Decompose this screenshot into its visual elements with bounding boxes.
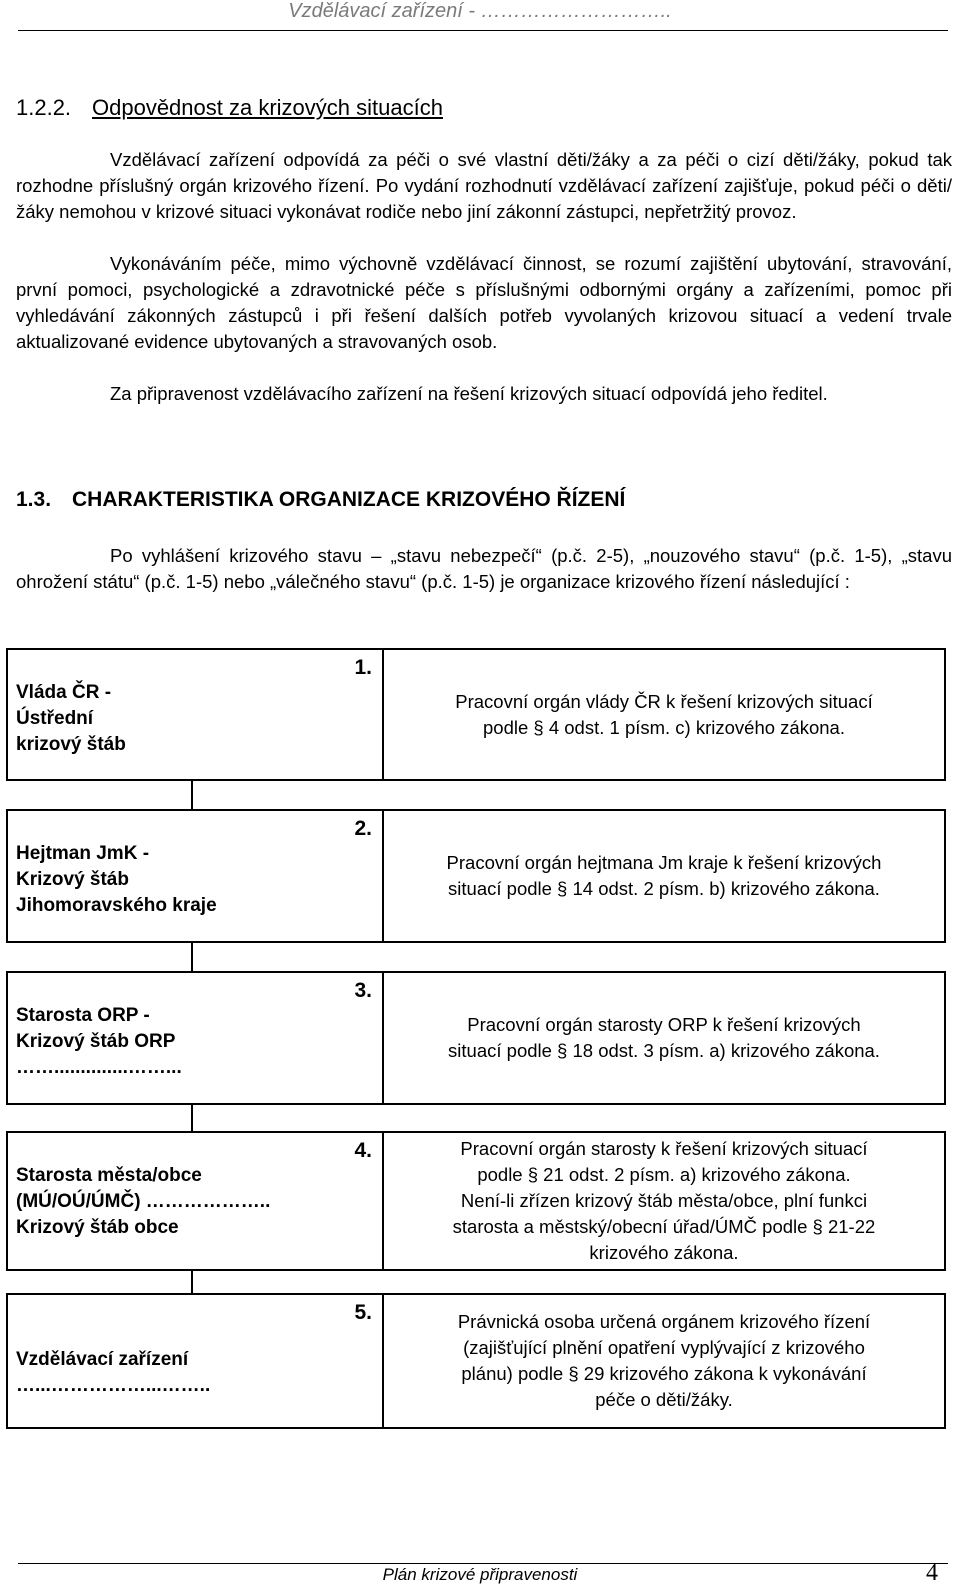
- label-line: Krizový štáb ORP: [16, 1031, 176, 1052]
- desc-line: Pracovní orgán starosty k řešení krizových situací: [460, 1138, 868, 1159]
- section-title: CHARAKTERISTIKA ORGANIZACE KRIZOVÉHO ŘÍZENÍ: [72, 488, 626, 511]
- crisis-level-box: [6, 971, 946, 1105]
- level-authority-label: [16, 680, 126, 758]
- label-line: Jihomoravského kraje: [16, 895, 217, 916]
- level-authority-label: [16, 1347, 210, 1399]
- level-authority-cell: [8, 973, 384, 1103]
- level-authority-cell: [8, 811, 384, 941]
- level-number: 3.: [354, 979, 372, 1002]
- level-description: [384, 1133, 944, 1269]
- section-heading-1-3: [16, 486, 625, 514]
- hierarchy-connector: [191, 781, 193, 811]
- level-authority-cell: [8, 1295, 384, 1427]
- label-line: Krizový štáb: [16, 869, 129, 890]
- label-line: Starosta města/obce: [16, 1165, 202, 1186]
- desc-line: Pracovní orgán starosty ORP k řešení krizových: [467, 1014, 861, 1035]
- level-description: [384, 811, 944, 941]
- label-line: Hejtman JmK -: [16, 843, 150, 864]
- page-header: Vzdělávací zařízení - ………………………..: [288, 0, 672, 22]
- paragraph-director-responsibility: Za připravenost vzdělávacího zařízení na řešení krizových situací odpovídá jeho ředitel.: [110, 383, 828, 404]
- desc-line: Právnická osoba určená orgánem krizového řízení: [457, 1311, 871, 1332]
- level-number: 1.: [354, 656, 372, 679]
- hierarchy-connector: [191, 943, 193, 973]
- footer-divider: [18, 1563, 948, 1564]
- level-authority-label: [16, 1163, 270, 1241]
- desc-line: plánu) podle § 29 krizového zákona k vykonávání: [461, 1363, 867, 1384]
- paragraph-care-responsibility: Vzdělávací zařízení odpovídá za péči o své vlastní děti/žáky a za péči o cizí děti/žáky, pokud tak rozhodne příslušný orgán krizového řízení. Po vydání rozhodnutí vzdělávací zařízení zajišťuje, pokud péči o děti/žáky nemohou v krizové situaci vykonávat rodiče nebo jiní zákonní zástupci, nepřetržitý provoz.: [16, 149, 952, 222]
- label-line: …...……………...……..: [16, 1375, 211, 1396]
- desc-line: podle § 21 odst. 2 písm. a) krizového zákona.: [477, 1164, 851, 1185]
- desc-line: (zajišťující plnění opatření vyplývající z krizového: [463, 1337, 865, 1358]
- level-authority-cell: [8, 650, 384, 779]
- desc-line: Pracovní orgán vlády ČR k řešení krizových situací: [455, 690, 873, 712]
- crisis-level-box: [6, 809, 946, 943]
- label-line: Ústřední: [16, 708, 94, 729]
- level-authority-label: [16, 841, 217, 919]
- crisis-level-box: [6, 1293, 946, 1429]
- hierarchy-connector: [191, 1271, 193, 1295]
- level-description: [384, 650, 944, 779]
- level-description: [384, 973, 944, 1103]
- level-authority-cell: [8, 1133, 384, 1269]
- section-heading-1-2-2: [16, 94, 443, 122]
- level-description: [384, 1295, 944, 1427]
- desc-line: péče o děti/žáky.: [595, 1389, 733, 1410]
- label-line: Vzdělávací zařízení: [16, 1349, 189, 1370]
- label-line: Vláda ČR -: [16, 682, 112, 703]
- label-line: (MÚ/OÚ/ÚMČ) ………………..: [16, 1191, 271, 1212]
- crisis-level-box: [6, 1131, 946, 1271]
- level-number: 2.: [354, 817, 372, 840]
- desc-line: podle § 4 odst. 1 písm. c) krizového zákona.: [483, 716, 845, 738]
- paragraph-care-definition: Vykonáváním péče, mimo výchovně vzdělávací činnost, se rozumí zajištění ubytování, stravování, první pomoci, psychologické a zdravotnické péče s příslušnými odbornými orgány a zařízeními, pomoc při vyhledávání zákonných zástupců i při řešení dalších potřeb vyvolaných krizovou situací a vedení trvale aktualizované evidence ubytovaných a stravovaných osob.: [16, 253, 952, 352]
- level-number: 5.: [354, 1301, 372, 1324]
- page-number: 4: [926, 1560, 938, 1586]
- paragraph-crisis-states: Po vyhlášení krizového stavu – „stavu nebezpečí“ (p.č. 2-5), „nouzového stavu“ (p.č. 1-5), „stavu ohrožení státu“ (p.č. 1-5) nebo „válečného stavu“ (p.č. 1-5) je organizace krizového řízení následující :: [16, 545, 952, 592]
- desc-line: situací podle § 18 odst. 3 písm. a) krizového zákona.: [448, 1040, 880, 1061]
- footer-title: Plán krizové připravenosti: [382, 1565, 578, 1584]
- desc-line: situací podle § 14 odst. 2 písm. b) krizového zákona.: [448, 878, 880, 899]
- desc-line: krizového zákona.: [589, 1242, 739, 1263]
- desc-line: starosta a městský/obecní úřad/ÚMČ podle § 21-22: [452, 1216, 876, 1237]
- level-number: 4.: [354, 1139, 372, 1162]
- label-line: ……..............……...: [16, 1057, 182, 1078]
- header-divider: [18, 30, 948, 31]
- label-line: Krizový štáb obce: [16, 1217, 179, 1238]
- label-line: Starosta ORP -: [16, 1005, 150, 1026]
- section-title: Odpovědnost za krizových situacích: [92, 95, 443, 120]
- section-number: 1.2.2.: [16, 95, 72, 120]
- level-authority-label: [16, 1003, 182, 1081]
- section-number: 1.3.: [16, 488, 52, 511]
- desc-line: Pracovní orgán hejtmana Jm kraje k řešení krizových: [446, 852, 882, 873]
- label-line: krizový štáb: [16, 734, 126, 755]
- desc-line: Není-li zřízen krizový štáb města/obce, plní funkci: [460, 1190, 868, 1211]
- crisis-level-box: [6, 648, 946, 781]
- hierarchy-connector: [191, 1105, 193, 1133]
